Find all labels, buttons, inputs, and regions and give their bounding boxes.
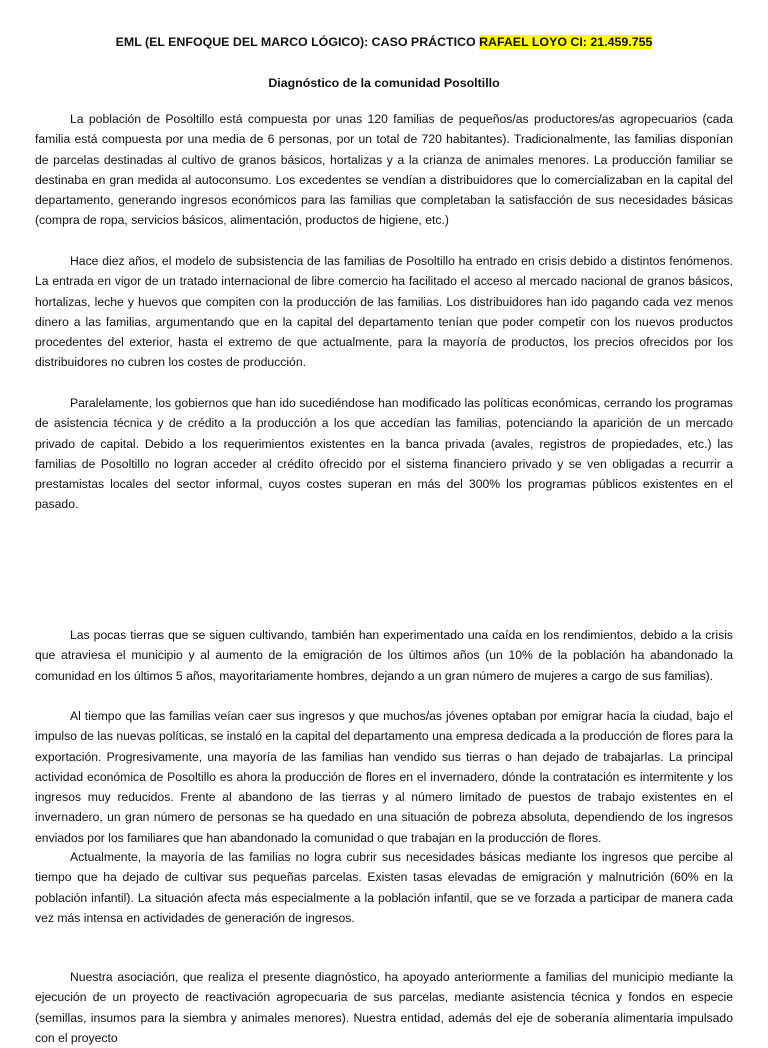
- document-title: [0, 34, 768, 50]
- title-author-highlight: RAFAEL LOYO CI: 21.459.755: [479, 35, 653, 49]
- paragraph-flowers: Al tiempo que las familias veían caer sus ingresos y que muchos/as jóvenes optaban por emigrar hacia la ciudad, bajo el impulso de las nuevas políticas, se instaló en la capital del departamento una empresa dedicada a la producción de flores para la exportación. Progresivamente, una mayoría de las familias han vendido sus tierras o han dejado de trabajarlas. La principal actividad económica de Posoltillo es ahora la producción de flores en el invernadero, dónde la contratación es intermitente y los ingresos muy reducidos. Frente al abandono de las tierras y al número limitado de puestos de trabajo existentes en el invernadero, un gran número de personas se ha quedado en una situación de pobreza absoluta, dependiendo de los ingresos enviados por los familiares que han abandonado la comunidad o que trabajan en la producción de flores.: [35, 709, 733, 845]
- paragraph-population: La población de Posoltillo está compuesta por unas 120 familias de pequeños/as productores/as agropecuarios (cada familia está compuesta por una media de 6 personas, por un total de 720 habitantes). Tradicionalmente, las familias disponían de parcelas destinadas al cultivo de granos básicos, hortalizas y a la crianza de animales menores. La producción familiar se destinaba en gran medida al autoconsumo. Los excedentes se vendían a distribuidores que lo comercializaban en la capital del departamento, generando ingresos económicos para las familias que completaban la satisfacción de sus necesidades básicas (compra de ropa, servicios básicos, alimentación, productos de higiene, etc.): [35, 112, 733, 228]
- title-main: EML (EL ENFOQUE DEL MARCO LÓGICO): CASO PRÁCTICO: [115, 35, 480, 49]
- paragraph-yields: Las pocas tierras que se siguen cultivando, también han experimentado una caída en los rendimientos, debido a la crisis que atraviesa el municipio y al aumento de la emigración de los últimos años (un 10% de la población ha abandonado la comunidad en los últimos 5 años, mayoritariamente hombres, dejando a un gran número de mujeres a cargo de sus familias).: [35, 628, 733, 683]
- paragraph-policies: Paralelamente, los gobiernos que han ido sucediéndose han modificado las políticas económicas, cerrando los programas de asistencia técnica y de crédito a la producción a los que accedían las familias, potenciando la aparición de un mercado privado de capital. Debido a los requerimientos existentes en la banca privada (avales, registros de propiedades, etc.) las familias de Posoltillo no logran acceder al crédito ofrecido por el sistema financiero privado y se ven obligadas a recurrir a prestamistas locales del sector informal, cuyos costes superan en más del 300% los programas públicos existentes en el pasado.: [35, 396, 733, 512]
- paragraph-current-situation: Actualmente, la mayoría de las familias no logra cubrir sus necesidades básicas mediante los ingresos que percibe al tiempo que ha dejado de cultivar sus pequeñas parcelas. Existen tasas elevadas de emigración y malnutrición (60% en la población infantil). La situación afecta más especialmente a la población infantil, que se ve forzada a participar de manera cada vez más intensa en actividades de generación de ingresos.: [35, 850, 733, 925]
- paragraph-crisis: Hace diez años, el modelo de subsistencia de las familias de Posoltillo ha entrado en crisis debido a distintos fenómenos. La entrada en vigor de un tratado internacional de libre comercio ha facilitado el acceso al mercado nacional de granos básicos, hortalizas, leche y huevos que compiten con la producción de las familias. Los distribuidores han ido pagando cada vez menos dinero a las familias, argumentando que en la capital del departamento tenían que poder competir con los nuevos productos procedentes del exterior, hasta el extremo de que actualmente, para la mayoría de productos, los precios ofrecidos por los distribuidores no cubren los costes de producción.: [35, 254, 733, 370]
- section-heading: Diagnóstico de la comunidad Posoltillo: [268, 76, 500, 90]
- paragraph-association: Nuestra asociación, que realiza el presente diagnóstico, ha apoyado anteriormente a familias del municipio mediante la ejecución de un proyecto de reactivación agropecuaria de sus parcelas, mediante asistencia técnica y fondos en especie (semillas, insumos para la siembra y animales menores). Nuestra entidad, además del eje de soberanía alimentaria impulsado con el proyecto: [35, 970, 733, 1045]
